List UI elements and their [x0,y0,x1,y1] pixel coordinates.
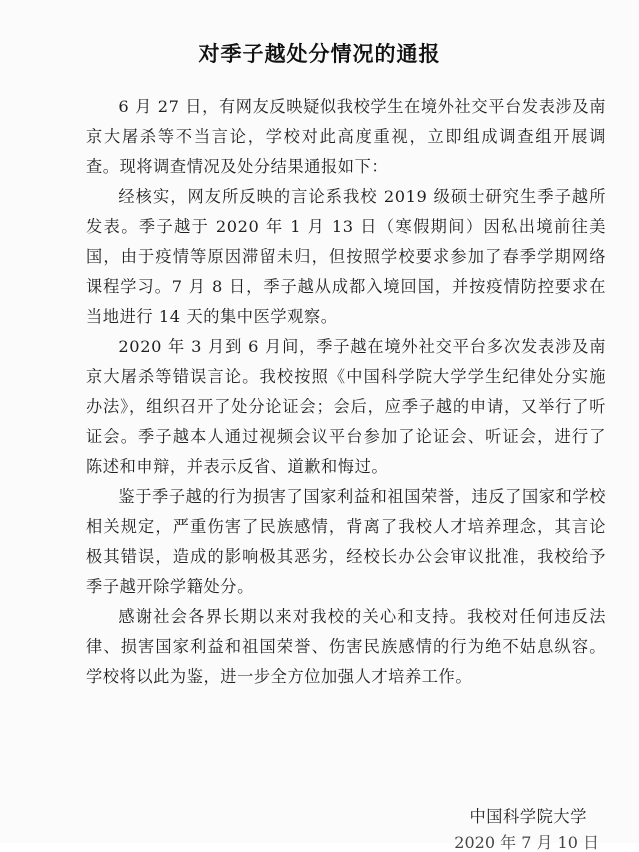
paragraph-5: 感谢社会各界长期以来对我校的关心和支持。我校对任何违反法律、损害国家利益和祖国荣誉、伤害民族感情的行为绝不姑息纵容。学校将以此为鉴，进一步全方位加强人才培养工作。 [86,607,606,686]
signature: 中国科学院大学 [469,807,587,826]
paragraph-2: 经核实，网友所反映的言论系我校 2019 级硕士研究生季子越所发表。季子越于 2020 年 1 月 13 日（寒假期间）因私出境前往美国，由于疫情等原因滞留未归，但按照学校要求参加了春季学期网络课程学习。7 月 8 日，季子越从成都入境回国，并按疫情防控要求在当地进行 14 天的集中医学观察。 [86,187,606,326]
issue-date: 2020 年 7 月 10 日 [454,833,599,852]
paragraph-3: 2020 年 3 月到 6 月间，季子越在境外社交平台多次发表涉及南京大屠杀等错误言论。我校按照《中国科学院大学学生纪律处分实施办法》，组织召开了处分论证会；会后，应季子越的申请，又举行了听证会。季子越本人通过视频会议平台参加了论证会、听证会，进行了陈述和申辩，并表示反省、道歉和悔过。 [86,337,606,476]
paragraph-4: 鉴于季子越的行为损害了国家利益和祖国荣誉，违反了国家和学校相关规定，严重伤害了民族感情，背离了我校人才培养理念，其言论极其错误，造成的影响极其恶劣，经校长办公会审议批准，我校给予季子越开除学籍处分。 [86,487,606,596]
document-body [86,92,606,692]
document-title: 对季子越处分情况的通报 [198,42,441,66]
paragraph-1: 6 月 27 日，有网友反映疑似我校学生在境外社交平台发表涉及南京大屠杀等不当言论，学校对此高度重视，立即组成调查组开展调查。现将调查情况及处分结果通报如下： [86,97,606,176]
